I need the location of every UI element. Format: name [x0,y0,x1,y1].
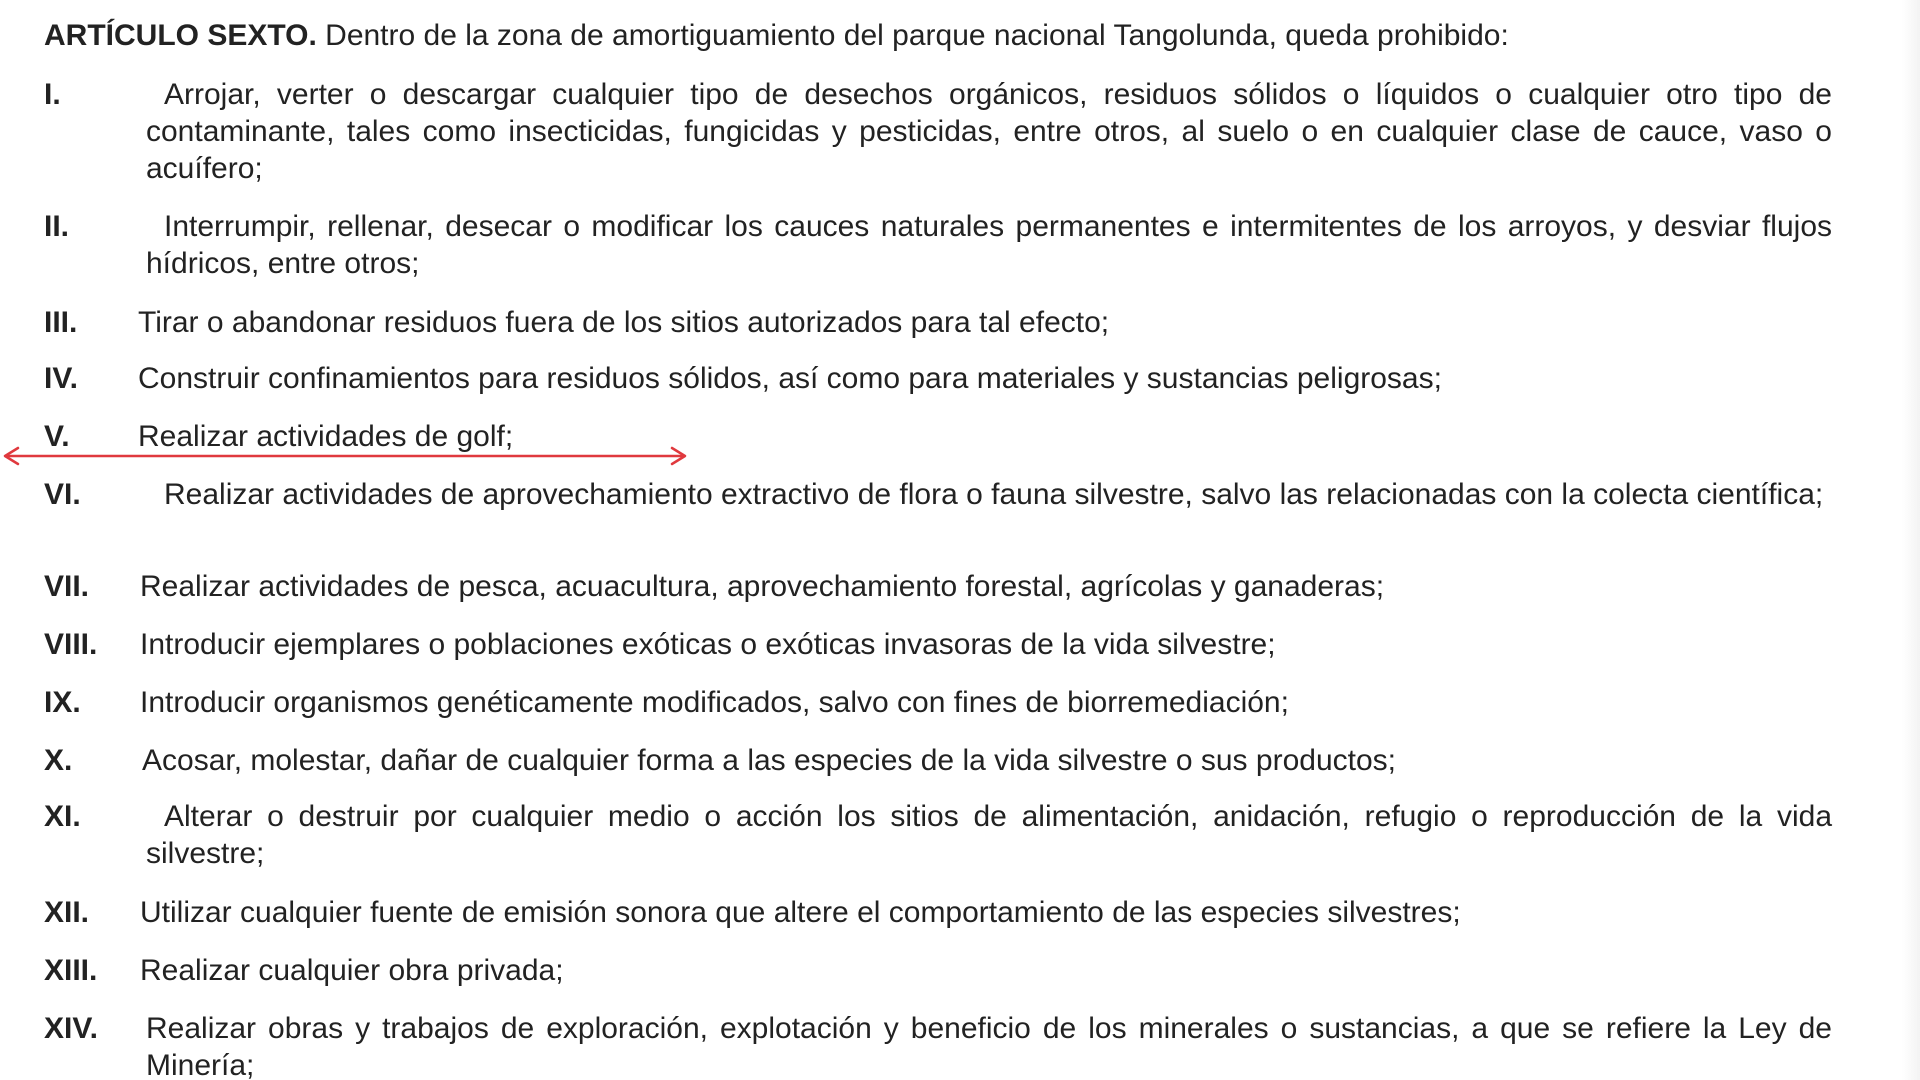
double-arrow-annotation [0,444,690,468]
item-number: VI. [44,478,81,511]
item-number: IX. [44,686,81,719]
item-number: XII. [44,896,90,929]
item-text: Arrojar, verter o descargar cualquier tipo de desechos orgánicos, residuos sólidos o líquidos o cualquier otro tipo de contaminante, tales como insecticidas, fungicidas y pesticidas, entre otros, al suelo o en cualquier clase de cauce, vaso o acuífero; [146,78,1832,185]
item-number: VII. [44,570,90,603]
item-number: IV. [44,362,78,395]
article-intro: Dentro de la zona de amortiguamiento del parque nacional Tangolunda, queda prohibido: [316,19,1509,52]
item-number: V. [44,420,70,453]
item-number: II. [44,210,70,243]
article-label: ARTÍCULO SEXTO. [44,19,317,52]
item-number: I. [44,78,61,111]
item-text: Realizar actividades de aprovechamiento extractivo de flora o fauna silvestre, salvo las relacionadas con la colecta científica; [164,478,1824,511]
page-edge-shadow [1902,0,1920,1080]
item-text: Realizar actividades de pesca, acuacultura, aprovechamiento forestal, agrícolas y ganaderas; [140,570,1385,603]
item-text: Introducir ejemplares o poblaciones exóticas o exóticas invasoras de la vida silvestre; [140,628,1276,661]
item-text: Tirar o abandonar residuos fuera de los sitios autorizados para tal efecto; [138,306,1110,339]
item-text: Interrumpir, rellenar, desecar o modificar los cauces naturales permanentes e intermitentes de los arroyos, y desviar flujos hídricos, entre otros; [146,210,1832,280]
item-text: Realizar actividades de golf; [138,420,514,453]
item-text: Alterar o destruir por cualquier medio o acción los sitios de alimentación, anidación, refugio o reproducción de la vida silvestre; [146,800,1832,870]
item-text: Realizar cualquier obra privada; [140,954,564,987]
item-number: III. [44,306,78,339]
item-number: X. [44,744,73,777]
item-text: Realizar obras y trabajos de exploración, explotación y beneficio de los minerales o sustancias, a que se refiere la Ley de Minería; [146,1012,1832,1080]
item-number: VIII. [44,628,98,661]
item-number: XIII. [44,954,98,987]
item-text: Construir confinamientos para residuos sólidos, así como para materiales y sustancias peligrosas; [138,362,1442,395]
item-text: Utilizar cualquier fuente de emisión sonora que altere el comportamiento de las especies silvestres; [140,896,1461,929]
item-number: XI. [44,800,81,833]
item-text: Acosar, molestar, dañar de cualquier forma a las especies de la vida silvestre o sus productos; [142,744,1396,777]
item-number: XIV. [44,1012,98,1045]
item-text: Introducir organismos genéticamente modificados, salvo con fines de biorremediación; [140,686,1289,719]
